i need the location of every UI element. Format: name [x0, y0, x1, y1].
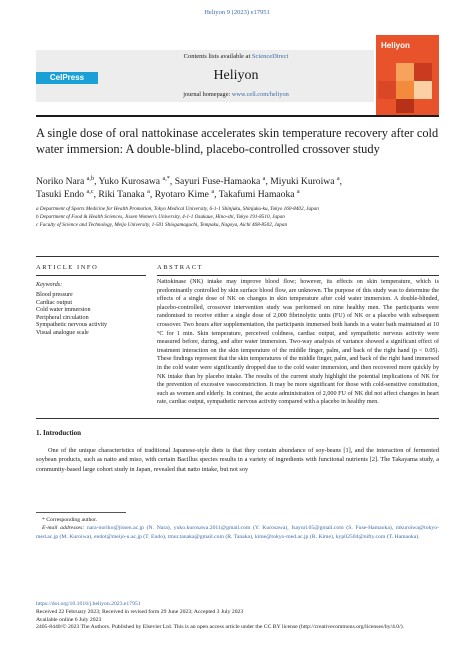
- header-rule: [36, 115, 439, 117]
- keywords-label: Keywords:: [36, 282, 63, 288]
- sciencedirect-link[interactable]: ScienceDirect: [251, 53, 289, 60]
- article-info-heading: ARTICLE INFO: [36, 264, 99, 271]
- corresponding-author-note: * Corresponding author.: [42, 517, 98, 523]
- abstract-heading: ABSTRACT: [157, 264, 204, 271]
- introduction-text: One of the unique characteristics of traditional Japanese-style diets is that they contain abundance of soy-beans [1], and the interaction of fermented soybean products, such as natto and miso, with certain Bacillus species results in a variety of ingredients with functional nutrients [2]. The Takayama study, a community-based large cohort study in Japan, revealed that natto intake, but not soy: [36, 447, 439, 473]
- cover-title: Heliyon: [381, 41, 410, 50]
- keyword-item: Sympathetic nervous activity: [36, 322, 108, 329]
- cellpress-logo: CelPress: [36, 72, 98, 84]
- keywords-list: [36, 292, 146, 338]
- footnotes: [36, 516, 439, 541]
- affiliation-c: c Faculty of Science and Technology, Meijo University, 1-501 Shiogamaguchi, Tempaku, Nagoya, Aichi 468-8502, Japan: [36, 222, 288, 228]
- received-dates: Received 22 February 2023; Received in revised form 29 June 2023; Accepted 3 July 2023: [36, 608, 244, 615]
- footnote-rule: [36, 512, 126, 513]
- article-metadata: [36, 601, 439, 632]
- homepage-link[interactable]: www.cell.com/heliyon: [231, 91, 289, 98]
- article-title: A single dose of oral nattokinase accelerates skin temperature recovery after cold water immersion: A double-blind, placebo-controlled crossover study: [36, 126, 439, 156]
- keyword-item: Visual analogue scale: [36, 329, 89, 336]
- email-label: E-mail addresses:: [42, 525, 87, 532]
- available-online: Available online 6 July 2023: [36, 616, 102, 623]
- license-statement: 2405-8440/© 2023 The Authors. Published by Elsevier Ltd. This is an open access article under the CC BY license (http://creativecommons.org/licenses/by/4.0/).: [36, 624, 405, 631]
- authors-line-2: Tasuki Endo $^{a,c}$, Riki Tanaka $^a$, Ryotaro Kime $^a$, Takafumi Hamaoka $^a$: [36, 187, 300, 200]
- author-list: [36, 175, 439, 201]
- email-addresses: [36, 524, 439, 541]
- keyword-item: Cold water immersion: [36, 307, 91, 314]
- homepage-prefix: journal homepage:: [183, 91, 232, 98]
- abstract-text: Nattokinase (NK) intake may improve blood flow; however, its effects on skin temperature, which is predominantly controlled by skin surface blood flow, are unknown. The purpose of this study was to determine the effects of a single dose of NK on changes in skin temperature after cold water immersion. A double-blinded, placebo-controlled, crossover intervention study was performed on nine healthy men. The participants were randomised to receive either a single dose of 2,000 fibrinolytic units (FU) of NK or a placebo with subsequent crossover. Two hours after supplementation, the participants immersed both hands in a water bath maintained at 10 °C for 1 min. Skin temperature, perceived coldness, cardiac output, and sympathetic nervous activity were measured before, during, and after water immersion. Two-way analysis of variance showed a significant effect of treatment interaction on the skin temperature of the middle finger, palm, and back of the right hand (p < 0.05). These findings represent that the skin temperatures of the middle finger, palm, and back of the right hand immersed in the cold water were significantly dropped due to the cold water immersion, and then recovered more quickly by NK intake than by placebo intake. The results of the current study highlight the potential implications of NK for the prevention of excessive vasoconstriction. It may be more significant for those with cold-sensitive constitution, such as women and elderly. In contrast, the acute administration of 2,000 FU of NK did not affect changes in heart rate, cardiac output, sympathetic nervous activity compared with a placebo in healthy men.: [157, 279, 439, 406]
- abstract-bottom-rule: [36, 418, 439, 419]
- journal-name: Heliyon: [213, 68, 259, 83]
- article-info-rule: [36, 275, 146, 276]
- keyword-item: Blood pressure: [36, 292, 73, 298]
- abstract-rule: [157, 275, 439, 276]
- keyword-item: Peripheral circulation: [36, 314, 89, 321]
- authors-line-1: Noriko Nara $^{a,b}$, Yuko Kurosawa $^{a,*}$, Sayuri Fuse-Hamaoka $^a$, Miyuki Kuroiwa $^a$,: [36, 174, 343, 187]
- introduction-heading: 1. Introduction: [36, 429, 81, 437]
- affiliations-rule: [36, 256, 439, 257]
- keyword-item: Cardiac output: [36, 299, 73, 306]
- contents-prefix: Contents lists available at: [183, 53, 252, 60]
- journal-issue: Heliyon 9 (2023) e17951: [204, 9, 270, 16]
- journal-cover-image: [376, 35, 439, 115]
- affiliation-b: b Department of Food & Health Sciences, Jissen Women's University, 4-1-1 Osakaue, Hino-shi, Tokyo 191-8510, Japan: [36, 214, 285, 220]
- email-list[interactable]: nara-noriko@jissen.ac.jp (N. Nara), yuko.kurosawa.2011@gmail.com (Y. Kurosawa), fsayuri.65@gmail.com (S. Fuse-Hamaoka), mkuroiwa@tokyo-med.ac.jp (M. Kuroiwa), endot@meijo-u.ac.jp (T. Endo), tmur.tanaka@gmail.com (R. Tanaka), kime@tokyo-med.ac.jp (R. Kime), kyp02504@nifty.com (T. Hamaoka).: [36, 525, 439, 540]
- journal-homepage: [98, 91, 374, 98]
- contents-line: [98, 53, 374, 60]
- affiliation-a: a Department of Sports Medicine for Health Promotion, Tokyo Medical University, 6-1-1 Shinjuku, Shinjuku-ku, Tokyo 160-8402, Japan: [36, 206, 319, 212]
- doi-link[interactable]: https://doi.org/10.1016/j.heliyon.2023.e17951: [36, 601, 141, 607]
